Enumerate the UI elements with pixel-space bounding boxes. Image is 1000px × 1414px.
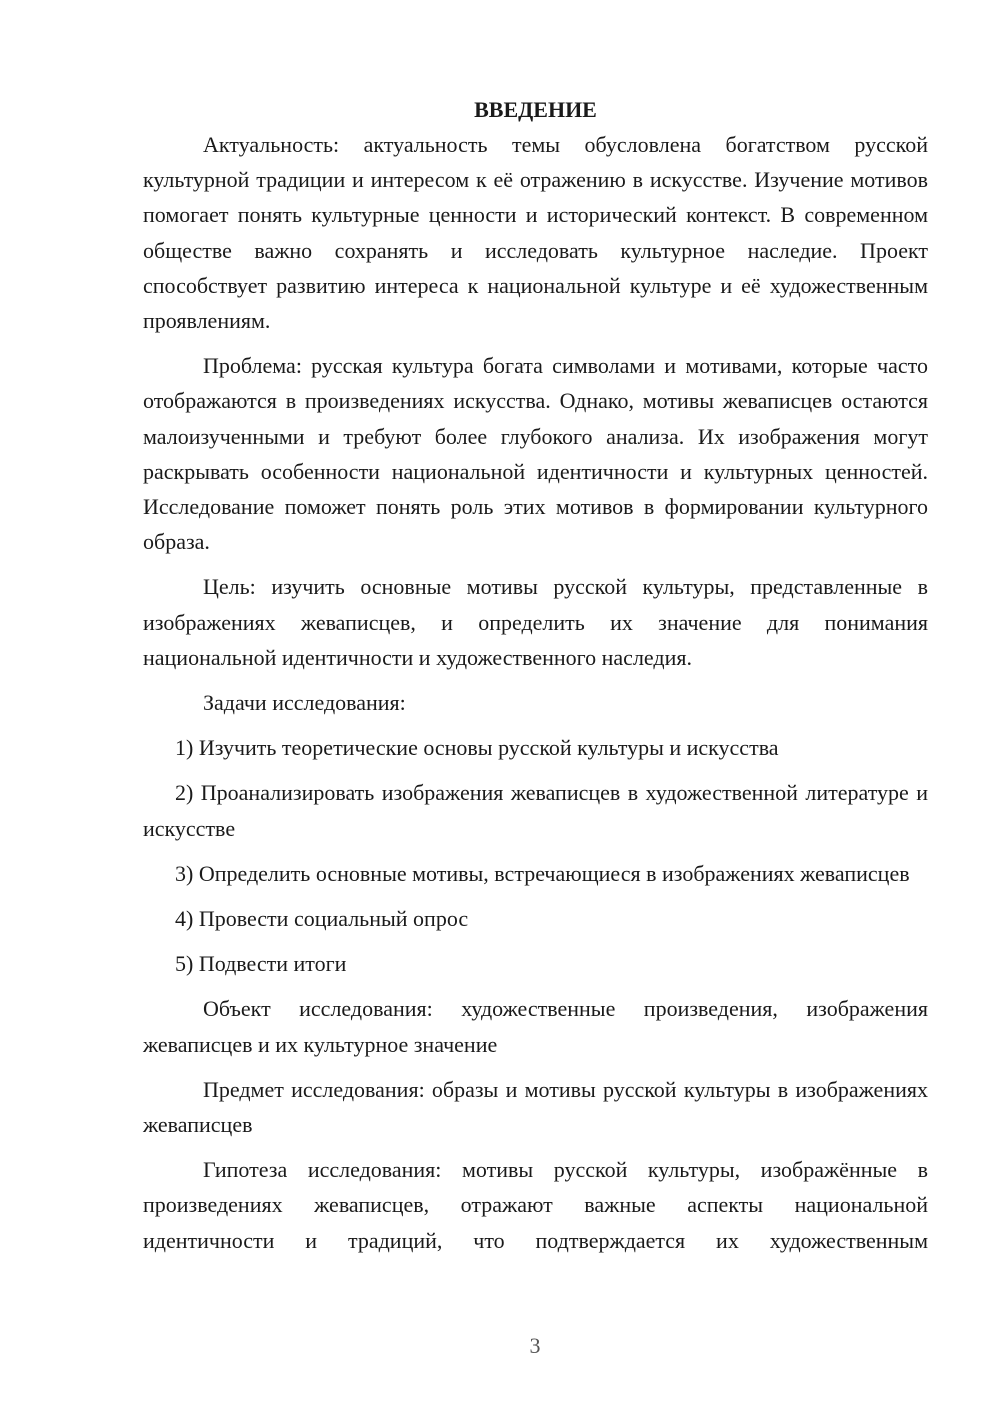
page-title: ВВЕДЕНИЕ [474, 97, 597, 122]
task-item-4: 4) Провести социальный опрос [175, 906, 469, 932]
page-number: 3 [529, 1333, 541, 1358]
paragraph-object: Объект исследования: художественные произведения, изображения жеваписцев и их культурное значение [143, 996, 928, 1057]
paragraph-relevance: Актуальность: актуальность темы обусловлена богатством русской культурной традиции и интересом к её отражению в искусстве. Изучение мотивов помогает понять культурные ценности и исторический контекст. В современном обществе важно сохранять и исследовать культурное наследие. Проект способствует развитию интереса к национальной культуре и её художественным проявлениям. [143, 132, 928, 334]
tasks-heading: Задачи исследования: [203, 690, 406, 716]
paragraph-subject: Предмет исследования: образы и мотивы русской культуры в изображениях жеваписцев [143, 1076, 928, 1138]
paragraph-goal: Цель: изучить основные мотивы русской культуры, представленные в изображениях жеваписцев, и определить их значение для понимания национальной идентичности и художественного наследия. [143, 574, 928, 670]
paragraph-hypothesis: Гипотеза исследования: мотивы русской культуры, изображённые в произведениях жеваписцев, отражают важные аспекты национальной идентичности и традиций, что подтверждается их художественным [143, 1157, 928, 1253]
page-body [143, 92, 928, 1258]
task-item-2: 2) Проанализировать изображения жеваписцев в художественной литературе и искусстве [143, 780, 928, 841]
task-item-1: 1) Изучить теоретические основы русской культуры и искусства [175, 735, 779, 761]
paragraph-problem: Проблема: русская культура богата символами и мотивами, которые часто отображаются в произведениях искусства. Однако, мотивы жеваписцев остаются малоизученными и требуют более глубокого анализа. Их изображения могут раскрывать особенности национальной идентичности и культурных ценностей. Исследование поможет понять роль этих мотивов в формировании культурного образа. [143, 353, 928, 555]
task-item-5: 5) Подвести итоги [175, 951, 347, 977]
task-item-3: 3) Определить основные мотивы, встречающиеся в изображениях жеваписцев [175, 860, 910, 886]
